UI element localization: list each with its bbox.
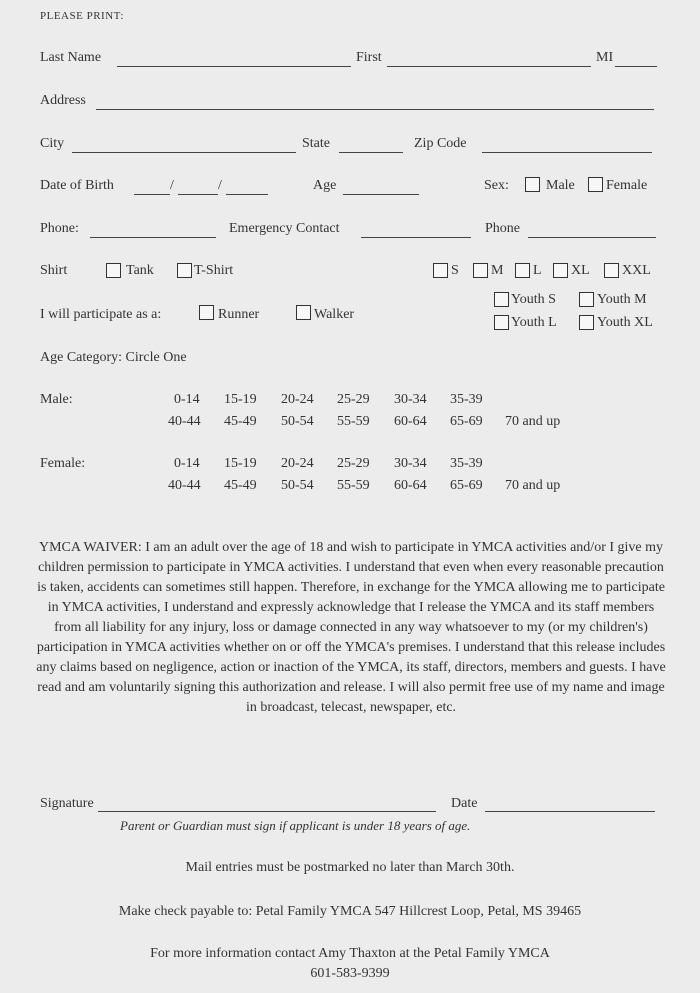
age-option[interactable]: 30-34 — [394, 456, 427, 471]
age-option[interactable]: 60-64 — [394, 414, 427, 429]
age-option[interactable]: 0-14 — [174, 392, 200, 407]
phone-label: Phone: — [40, 221, 79, 236]
youth-s-checkbox[interactable] — [494, 292, 509, 307]
age-option[interactable]: 40-44 — [168, 414, 201, 429]
age-option[interactable]: 55-59 — [337, 414, 370, 429]
age-option[interactable]: 35-39 — [450, 392, 483, 407]
tank-label: Tank — [126, 263, 154, 278]
youth-xl-checkbox[interactable] — [579, 315, 594, 330]
age-field[interactable] — [343, 194, 419, 195]
female-age-label: Female: — [40, 456, 86, 471]
size-m-label: M — [491, 263, 504, 278]
age-option[interactable]: 35-39 — [450, 456, 483, 471]
age-option[interactable]: 15-19 — [224, 456, 257, 471]
please-print-label: PLEASE PRINT: — [40, 10, 124, 22]
dob-month-field[interactable] — [134, 194, 170, 195]
age-option[interactable]: 30-34 — [394, 392, 427, 407]
dob-separator: / — [218, 178, 222, 193]
size-l-checkbox[interactable] — [515, 263, 530, 278]
last-name-field[interactable] — [117, 66, 351, 67]
walker-label: Walker — [314, 307, 355, 322]
age-option[interactable]: 70 and up — [505, 414, 561, 429]
age-option[interactable]: 50-54 — [281, 414, 314, 429]
contact-info-text: For more information contact Amy Thaxton at the Petal Family YMCA — [150, 946, 550, 961]
youth-l-label: Youth L — [511, 315, 557, 330]
emergency-contact-label: Emergency Contact — [229, 221, 340, 236]
first-name-label: First — [356, 50, 382, 65]
male-label: Male — [546, 178, 575, 193]
male-checkbox[interactable] — [525, 177, 540, 192]
city-label: City — [40, 136, 65, 151]
date-field[interactable] — [485, 811, 655, 812]
city-field[interactable] — [72, 152, 296, 153]
signature-label: Signature — [40, 796, 94, 811]
female-checkbox[interactable] — [588, 177, 603, 192]
age-option[interactable]: 55-59 — [337, 478, 370, 493]
emergency-phone-field[interactable] — [528, 237, 656, 238]
age-option[interactable]: 0-14 — [174, 456, 200, 471]
youth-m-checkbox[interactable] — [579, 292, 594, 307]
age-option[interactable]: 65-69 — [450, 478, 483, 493]
signature-field[interactable] — [98, 811, 436, 812]
size-xxl-checkbox[interactable] — [604, 263, 619, 278]
dob-label: Date of Birth — [40, 178, 114, 193]
state-label: State — [302, 136, 330, 151]
phone-field[interactable] — [90, 237, 216, 238]
check-payable-text: Make check payable to: Petal Family YMCA 547 Hillcrest Loop, Petal, MS 39465 — [118, 904, 582, 919]
tshirt-label: T-Shirt — [194, 263, 234, 278]
guardian-note: Parent or Guardian must sign if applicant is under 18 years of age. — [120, 818, 471, 833]
youth-xl-label: Youth XL — [597, 315, 653, 330]
female-label: Female — [606, 178, 648, 193]
zip-label: Zip Code — [414, 136, 467, 151]
tank-checkbox[interactable] — [106, 263, 121, 278]
address-label: Address — [40, 93, 86, 108]
first-name-field[interactable] — [387, 66, 591, 67]
age-option[interactable]: 25-29 — [337, 392, 370, 407]
youth-s-label: Youth S — [511, 292, 556, 307]
youth-l-checkbox[interactable] — [494, 315, 509, 330]
size-s-label: S — [451, 263, 459, 278]
youth-m-label: Youth M — [597, 292, 647, 307]
dob-separator: / — [170, 178, 174, 193]
age-option[interactable]: 45-49 — [224, 478, 257, 493]
sex-label: Sex: — [484, 178, 509, 193]
runner-checkbox[interactable] — [199, 305, 214, 320]
address-field[interactable] — [96, 109, 654, 110]
dob-day-field[interactable] — [178, 194, 218, 195]
size-m-checkbox[interactable] — [473, 263, 488, 278]
age-option[interactable]: 70 and up — [505, 478, 561, 493]
size-xl-label: XL — [571, 263, 590, 278]
zip-field[interactable] — [482, 152, 652, 153]
tshirt-checkbox[interactable] — [177, 263, 192, 278]
size-xl-checkbox[interactable] — [553, 263, 568, 278]
waiver-text: YMCA WAIVER: I am an adult over the age of 18 and wish to participate in YMCA activities and/or I give my children permission to participate in YMCA activities. I understand that even when every reasonable precaution is taken, accidents can sometimes still happen. Therefore, in exchange for the YMCA allowing me to participate in YMCA activities, I understand and expressly acknowledge that I release the YMCA and its staff members from all liability for any injury, loss or damage connected in any way whatsoever to my (or my children's) participation in YMCA activities whether on or off the YMCA's premises. I understand that this release includes any claims based on negligence, action or inaction of the YMCA, its staff, directors, members and guests. I have read and am voluntarily signing this authorization and release. I will also permit free use of my name and image in broadcast, telecast, newspaper, etc. — [36, 540, 666, 715]
age-option[interactable]: 25-29 — [337, 456, 370, 471]
age-category-label: Age Category: Circle One — [40, 350, 187, 365]
size-s-checkbox[interactable] — [433, 263, 448, 278]
mi-field[interactable] — [615, 66, 657, 67]
age-option[interactable]: 40-44 — [168, 478, 201, 493]
state-field[interactable] — [339, 152, 403, 153]
mi-label: MI — [596, 50, 614, 65]
dob-year-field[interactable] — [226, 194, 268, 195]
size-xxl-label: XXL — [622, 263, 651, 278]
last-name-label: Last Name — [40, 50, 102, 65]
age-label: Age — [313, 178, 337, 193]
age-option[interactable]: 20-24 — [281, 392, 314, 407]
age-option[interactable]: 45-49 — [224, 414, 257, 429]
shirt-label: Shirt — [40, 263, 68, 278]
date-label: Date — [451, 796, 478, 811]
size-l-label: L — [533, 263, 542, 278]
emergency-phone-label: Phone — [485, 221, 520, 236]
age-option[interactable]: 15-19 — [224, 392, 257, 407]
age-option[interactable]: 50-54 — [281, 478, 314, 493]
age-option[interactable]: 60-64 — [394, 478, 427, 493]
runner-label: Runner — [218, 307, 260, 322]
male-age-label: Male: — [40, 392, 73, 407]
contact-phone-text: 601-583-9399 — [310, 966, 390, 981]
emergency-contact-field[interactable] — [361, 237, 471, 238]
participate-label: I will participate as a: — [40, 307, 162, 322]
age-option[interactable]: 20-24 — [281, 456, 314, 471]
walker-checkbox[interactable] — [296, 305, 311, 320]
age-option[interactable]: 65-69 — [450, 414, 483, 429]
mail-deadline-text: Mail entries must be postmarked no later than March 30th. — [185, 860, 515, 875]
